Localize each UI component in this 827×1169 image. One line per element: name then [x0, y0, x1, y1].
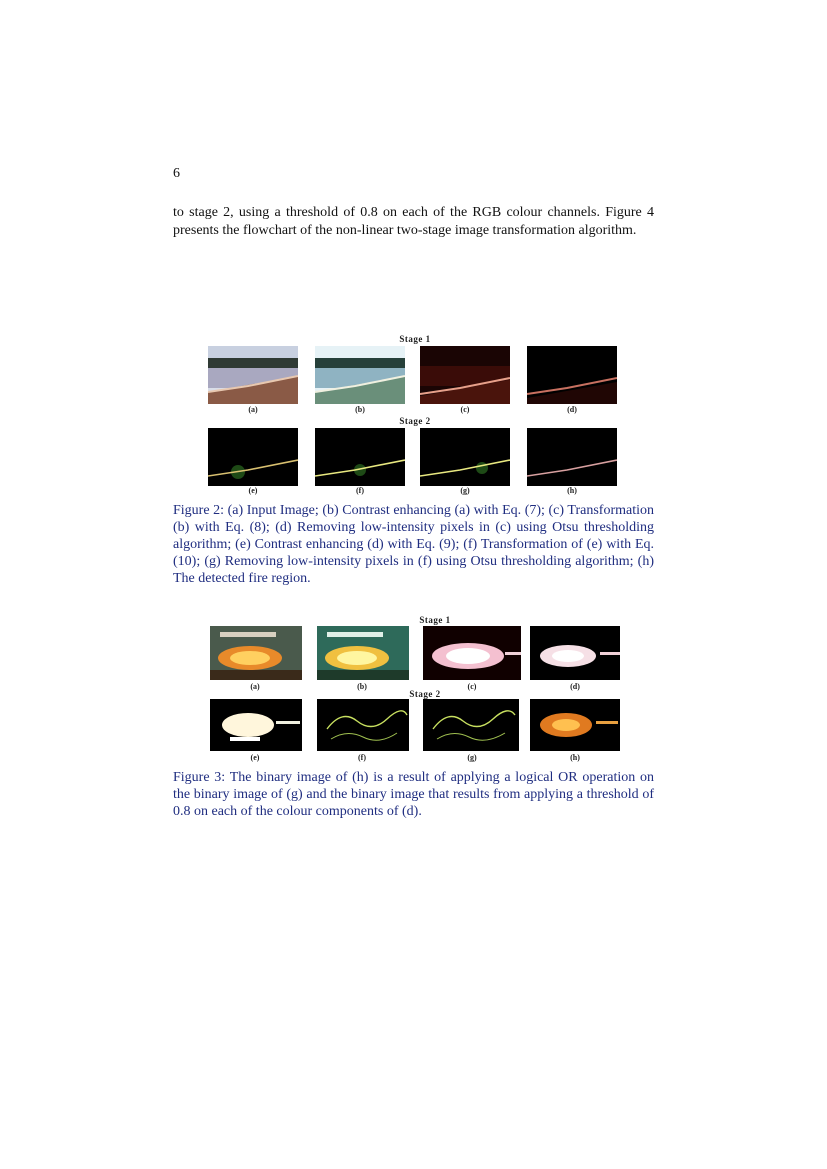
subfigure-label: (d) [567, 405, 577, 414]
stage-1-label: Stage 1 [419, 615, 451, 625]
figure-3-image-g [423, 699, 519, 751]
figure-3-image-h [530, 699, 620, 751]
subfigure-label: (f) [356, 486, 364, 495]
figure-3-image-b [317, 626, 409, 680]
figure-2-image-d [527, 346, 617, 404]
subfigure-label: (a) [250, 682, 260, 691]
subfigure-label: (c) [467, 682, 477, 691]
figure-3-image-a [210, 626, 302, 680]
figure-3-image-f [317, 699, 409, 751]
figure-2-image-c [420, 346, 510, 404]
stage-2-label: Stage 2 [409, 689, 441, 699]
subfigure-label: (e) [248, 486, 258, 495]
subfigure-label: (g) [460, 486, 470, 495]
page-number: 6 [173, 166, 180, 181]
figure-2-image-f [315, 428, 405, 486]
subfigure-label: (h) [567, 486, 577, 495]
subfigure-label: (b) [355, 405, 365, 414]
figure-3-image-d [530, 626, 620, 680]
figure-3-caption: Figure 3: The binary image of (h) is a result of applying a logical OR operation on the binary image of (g) and the binary image that results from applying a threshold of 0.8 on each of the colour components of (d). [173, 770, 654, 819]
subfigure-label: (d) [570, 682, 580, 691]
stage-2-label: Stage 2 [399, 416, 431, 426]
subfigure-label: (f) [358, 753, 366, 762]
figure-2-image-a [208, 346, 298, 404]
subfigure-label: (a) [248, 405, 258, 414]
figure-2-image-g [420, 428, 510, 486]
figure-2-image-e [208, 428, 298, 486]
subfigure-label: (c) [460, 405, 470, 414]
subfigure-label: (b) [357, 682, 367, 691]
subfigure-label: (g) [467, 753, 477, 762]
figure-3-image-e [210, 699, 302, 751]
figure-2-image-h [527, 428, 617, 486]
stage-1-label: Stage 1 [399, 334, 431, 344]
intro-paragraph: to stage 2, using a threshold of 0.8 on each of the RGB colour channels. Figure 4 presents the flowchart of the non-linear two-stage image transformation algorithm. [173, 205, 654, 238]
figure-2-image-b [315, 346, 405, 404]
subfigure-label: (h) [570, 753, 580, 762]
figure-3 [205, 615, 625, 767]
figure-2-caption: Figure 2: (a) Input Image; (b) Contrast enhancing (a) with Eq. (7); (c) Transformation (b) with Eq. (8); (d) Removing low-intensity pixels in (c) using Otsu thresholding algorithm; (e) Contrast enhancing (d) with Eq. (9); (f) Transformation of (e) with Eq. (10); (g) Removing low-intensity pixels in (f) using Otsu thresholding algorithm; (h) The detected fire region. [173, 503, 654, 586]
figure-2 [205, 334, 625, 496]
figure-3-image-c [423, 626, 521, 680]
subfigure-label: (e) [250, 753, 260, 762]
